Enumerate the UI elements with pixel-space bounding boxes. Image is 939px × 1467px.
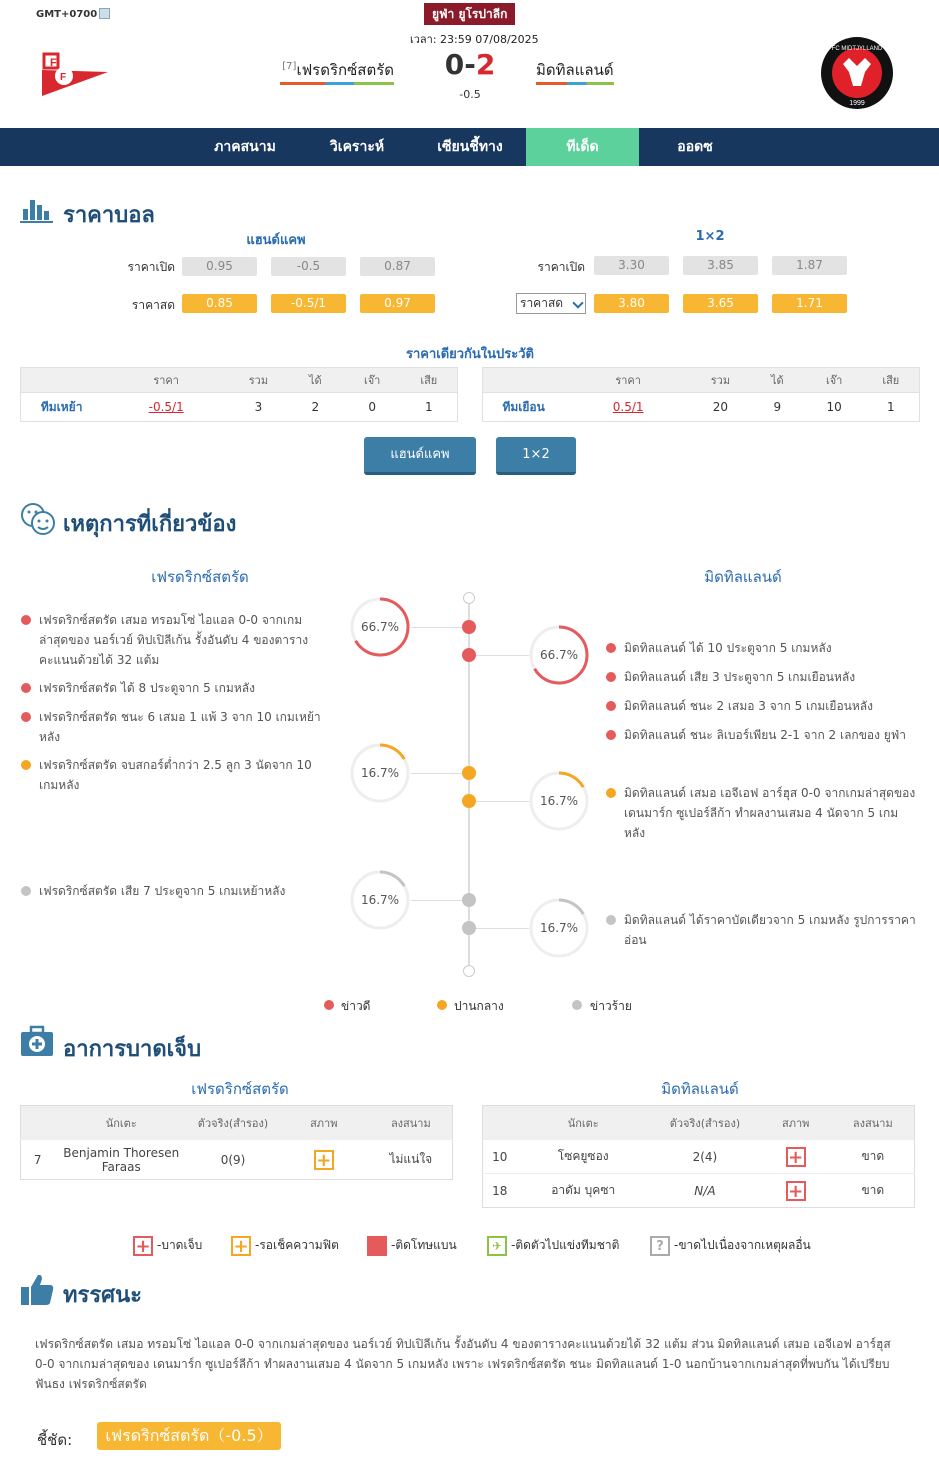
table-row: 7 Benjamin Thoresen Faraas 0(9) + ไม่แน่ใจ bbox=[21, 1140, 453, 1180]
airplane-icon: ✈ bbox=[487, 1236, 507, 1256]
bar-chart-icon bbox=[20, 196, 54, 224]
opinion-text: เฟรดริกซ์สตรัด เสมอ ทรอมโซ่ ไอแอล 0-0 จากเกมล่าสุดของ นอร์เวย์ ทิปเปิลีเก้น รั้งอันดับ 4 ของตารางคะแนนด้วยได้ 32 แต้ม ส่วน มิดทิลแลนด์ เสมอ เอจีเอฟ อาร์ฮุส 0-0 จากเกมล่าสุดของ เดนมาร์ก ซูเปอร์ลีก้า ทำผลงานเสมอ 4 นัดจาก 5 เกมหลัง เพราะ เฟรดริกซ์สตรัด ชนะ มิดทิลแลนด์ 1-0 นอกบ้านจากเกมล่าสุดที่พบกัน ได้เปรียบ ฟันธง เฟรดริกซ์สตรัด bbox=[35, 1337, 891, 1391]
pick-badge: เฟรดริกซ์สตรัด（-0.5） bbox=[97, 1422, 281, 1450]
medical-kit-icon bbox=[20, 1026, 54, 1058]
away-good-event: มิดทิลแลนด์ ชนะ ลิเบอร์เพียน 2-1 จาก 2 เลกของ ยูฟ่า bbox=[624, 728, 907, 742]
svg-text:F: F bbox=[50, 57, 57, 69]
hcp-open-away: 0.87 bbox=[360, 257, 435, 276]
injury-icon: + bbox=[786, 1147, 806, 1167]
home-good-event: เฟรดริกซ์สตรัด ได้ 8 ประตูจาก 5 เกมหลัง bbox=[39, 681, 255, 695]
tab-field[interactable]: ภาคสนาม bbox=[214, 139, 276, 155]
away-injuries-table: นักเตะ ตัวจริง(สำรอง) สภาพ ลงสนาม 10 โซคยูซอง 2(4) + ขาด 18 อาดัม บุคซา N/A + ขาด bbox=[482, 1105, 915, 1208]
timeline-dot-home-bad bbox=[462, 893, 476, 907]
table-row: ทีมเยือน 0.5/1 20 9 10 1 bbox=[483, 393, 920, 422]
connector bbox=[476, 928, 529, 929]
history-title: ราคาเดียวกันในประวัติ bbox=[405, 347, 535, 362]
x12-live-home: 3.80 bbox=[594, 294, 669, 313]
away-team-underline bbox=[536, 82, 614, 85]
connector bbox=[411, 900, 462, 901]
home-bad-event: เฟรดริกซ์สตรัด เสีย 7 ประตูจาก 5 เกมเหย้าหลัง bbox=[39, 884, 286, 898]
player-name[interactable]: Benjamin Thoresen Faraas bbox=[54, 1140, 188, 1180]
pick-label: ชี้ชัด: bbox=[37, 1431, 73, 1449]
legend-good: ข่าวดี bbox=[341, 999, 371, 1013]
hcp-live-label: ราคาสด bbox=[131, 298, 175, 312]
svg-text:1999: 1999 bbox=[849, 100, 865, 107]
thumbs-up-icon bbox=[20, 1272, 54, 1306]
table-row: ทีมเหย้า -0.5/1 3 2 0 1 bbox=[21, 393, 458, 422]
faces-icon bbox=[20, 502, 56, 536]
home-team-logo[interactable] bbox=[40, 50, 110, 98]
good-bullet bbox=[21, 712, 31, 722]
home-team-underline bbox=[280, 82, 394, 85]
away-team-name[interactable]: มิดทิลแลนด์ bbox=[536, 58, 614, 85]
x12-live-draw: 3.65 bbox=[683, 294, 758, 313]
legend-neutral-dot bbox=[437, 1000, 447, 1010]
home-history-table: ราคา รวม ได้ เจ๊า เสีย ทีมเหย้า -0.5/1 3 2 0 1 bbox=[20, 367, 458, 422]
suspension-icon bbox=[367, 1236, 387, 1256]
home-good-event: เฟรดริกซ์สตรัด เสมอ ทรอมโซ่ ไอแอล 0-0 จากเกมล่าสุดของ นอร์เวย์ ทิปเปิลีเก้น รั้งอันดับ 4 ของตารางคะแนนด้วยได้ 32 แต้ม bbox=[39, 613, 309, 667]
svg-text:F: F bbox=[60, 72, 67, 83]
neutral-bullet bbox=[21, 760, 31, 770]
home-good-ring: 66.7% bbox=[350, 597, 410, 657]
hcp-live-line: -0.5/1 bbox=[271, 294, 346, 313]
injuries-home-team: เฟรดริกซ์สตรัด bbox=[191, 1080, 289, 1098]
league-badge[interactable]: ยูฟ่า ยูโรปาลีก bbox=[424, 3, 515, 25]
events-title: เหตุการที่เกี่ยวข้อง bbox=[63, 512, 237, 537]
x12-open-away: 1.87 bbox=[772, 256, 847, 275]
player-name[interactable]: โซคยูซอง bbox=[516, 1140, 650, 1174]
legend-other: ? -ขาดไปเนื่องจากเหตุผลอื่น bbox=[650, 1235, 811, 1256]
fitness-check-icon: + bbox=[314, 1150, 334, 1170]
timeline-dot-away-bad bbox=[462, 921, 476, 935]
timeline-dot-away-neutral bbox=[462, 794, 476, 808]
connector bbox=[411, 627, 462, 628]
home-good-event: เฟรดริกซ์สตรัด ชนะ 6 เสมอ 1 แพ้ 3 จาก 10 เกมเหย้าหลัง bbox=[39, 710, 321, 744]
x12-button[interactable]: 1×2 bbox=[496, 437, 576, 475]
away-good-event: มิดทิลแลนด์ เสีย 3 ประตูจาก 5 เกมเยือนหลัง bbox=[624, 670, 856, 684]
match-header bbox=[0, 0, 939, 128]
odds-type-select[interactable]: ราคาสด bbox=[516, 293, 586, 314]
x12-live-away: 1.71 bbox=[772, 294, 847, 313]
legend-national: ✈ -ติดตัวไปแข่งทีมชาติ bbox=[487, 1235, 619, 1256]
hcp-open-line: -0.5 bbox=[271, 257, 346, 276]
good-bullet bbox=[21, 683, 31, 693]
injury-icon: + bbox=[133, 1236, 153, 1256]
home-neutral-event: เฟรดริกซ์สตรัด จบสกอร์ต่ำกว่า 2.5 ลูก 3 นัดจาก 10 เกมหลัง bbox=[39, 758, 312, 792]
bad-bullet bbox=[21, 886, 31, 896]
connector bbox=[476, 801, 529, 802]
home-team-name[interactable]: [7]เฟรดริกซ์สตรัด bbox=[280, 58, 394, 85]
away-bad-ring: 16.7% bbox=[529, 898, 589, 958]
good-bullet bbox=[606, 730, 616, 740]
away-good-event: มิดทิลแลนด์ ได้ 10 ประตูจาก 5 เกมหลัง bbox=[624, 641, 832, 655]
legend-fitness: + -รอเช็คความฟิต bbox=[231, 1235, 339, 1256]
away-history-price-link[interactable]: 0.5/1 bbox=[612, 400, 644, 414]
bad-bullet bbox=[606, 915, 616, 925]
chevron-down-icon bbox=[572, 297, 583, 308]
away-neutral-event: มิดทิลแลนด์ เสมอ เอจีเอฟ อาร์ฮุส 0-0 จากเกมล่าสุดของ เดนมาร์ก ซูเปอร์ลีก้า ทำผลงานเสมอ 4 นัดจาก 5 เกมหลัง bbox=[624, 786, 916, 840]
hcp-live-home: 0.85 bbox=[182, 294, 257, 313]
home-neutral-ring: 16.7% bbox=[350, 743, 410, 803]
neutral-bullet bbox=[606, 788, 616, 798]
injuries-away-team: มิดทิลแลนด์ bbox=[661, 1080, 739, 1098]
x12-open-draw: 3.85 bbox=[683, 256, 758, 275]
dropdown-icon[interactable] bbox=[99, 8, 110, 19]
opinion-title: ทรรศนะ bbox=[63, 1283, 142, 1308]
tab-analysis[interactable]: วิเคราะห์ bbox=[329, 139, 385, 155]
tab-tips[interactable]: ทีเด็ด bbox=[526, 128, 639, 166]
home-bad-ring: 16.7% bbox=[350, 870, 410, 930]
handicap-button[interactable]: แฮนด์แคพ bbox=[364, 437, 476, 475]
timeline-dot-home-good bbox=[462, 620, 476, 634]
home-history-price-link[interactable]: -0.5/1 bbox=[148, 400, 184, 414]
table-row: 10 โซคยูซอง 2(4) + ขาด bbox=[483, 1140, 915, 1174]
away-good-event: มิดทิลแลนด์ ชนะ 2 เสมอ 3 จาก 5 เกมเยือนหลัง bbox=[624, 699, 873, 713]
match-time: เวลา: 23:59 07/08/2025 bbox=[410, 33, 539, 46]
timeline-end bbox=[463, 965, 475, 977]
match-handicap: -0.5 bbox=[459, 88, 481, 101]
odds-title: ราคาบอล bbox=[63, 203, 155, 228]
tab-odds[interactable]: ออดซ bbox=[677, 139, 713, 155]
timeline-start bbox=[463, 592, 475, 604]
good-bullet bbox=[21, 615, 31, 625]
connector bbox=[476, 655, 529, 656]
legend-neutral: ปานกลาง bbox=[454, 999, 504, 1013]
handicap-label: แฮนด์แคพ bbox=[246, 233, 306, 248]
legend-injured: + -บาดเจ็บ bbox=[133, 1235, 202, 1256]
hcp-live-away: 0.97 bbox=[360, 294, 435, 313]
away-neutral-ring: 16.7% bbox=[529, 771, 589, 831]
events-home-team: เฟรดริกซ์สตรัด bbox=[151, 568, 249, 586]
hcp-open-home: 0.95 bbox=[182, 257, 257, 276]
away-history-table: ราคา รวม ได้ เจ๊า เสีย ทีมเยือน 0.5/1 20 9 10 1 bbox=[482, 367, 920, 422]
tab-experts[interactable]: เซียนชี้ทาง bbox=[437, 139, 503, 155]
good-bullet bbox=[606, 643, 616, 653]
legend-bad: ข่าวร้าย bbox=[590, 999, 632, 1013]
svg-text:FC MIDTJYLLAND: FC MIDTJYLLAND bbox=[831, 46, 883, 52]
main-nav bbox=[0, 128, 939, 166]
away-bad-event: มิดทิลแลนด์ ได้ราคาบัดเดียวจาก 5 เกมหลัง รูปการราคาอ่อน bbox=[624, 913, 916, 947]
away-good-ring: 66.7% bbox=[529, 625, 589, 685]
events-away-team: มิดทิลแลนด์ bbox=[704, 568, 782, 586]
injuries-title: อาการบาดเจ็บ bbox=[63, 1037, 202, 1062]
x12-open-home: 3.30 bbox=[594, 256, 669, 275]
question-icon: ? bbox=[650, 1236, 670, 1256]
home-injuries-table: นักเตะ ตัวจริง(สำรอง) สภาพ ลงสนาม 7 Benjamin Thoresen Faraas 0(9) + ไม่แน่ใจ bbox=[20, 1105, 453, 1180]
hcp-open-label: ราคาเปิด bbox=[127, 260, 175, 274]
away-team-logo[interactable] bbox=[819, 36, 895, 110]
good-bullet bbox=[606, 701, 616, 711]
fitness-check-icon: + bbox=[231, 1236, 251, 1256]
x12-open-label: ราคาเปิด bbox=[537, 260, 585, 274]
legend-suspended: -ติดโทษแบน bbox=[367, 1235, 457, 1256]
timeline-dot-away-good bbox=[462, 648, 476, 662]
legend-good-dot bbox=[324, 1000, 334, 1010]
connector bbox=[411, 773, 462, 774]
player-name[interactable]: อาดัม บุคซา bbox=[516, 1174, 650, 1208]
table-row: 18 อาดัม บุคซา N/A + ขาด bbox=[483, 1174, 915, 1208]
legend-bad-dot bbox=[572, 1000, 582, 1010]
score: 0-2 bbox=[444, 48, 496, 81]
x12-label: 1×2 bbox=[695, 229, 725, 244]
injury-icon: + bbox=[786, 1181, 806, 1201]
timezone-selector[interactable]: GMT+0700 bbox=[36, 8, 110, 20]
timeline-dot-home-neutral bbox=[462, 766, 476, 780]
good-bullet bbox=[606, 672, 616, 682]
